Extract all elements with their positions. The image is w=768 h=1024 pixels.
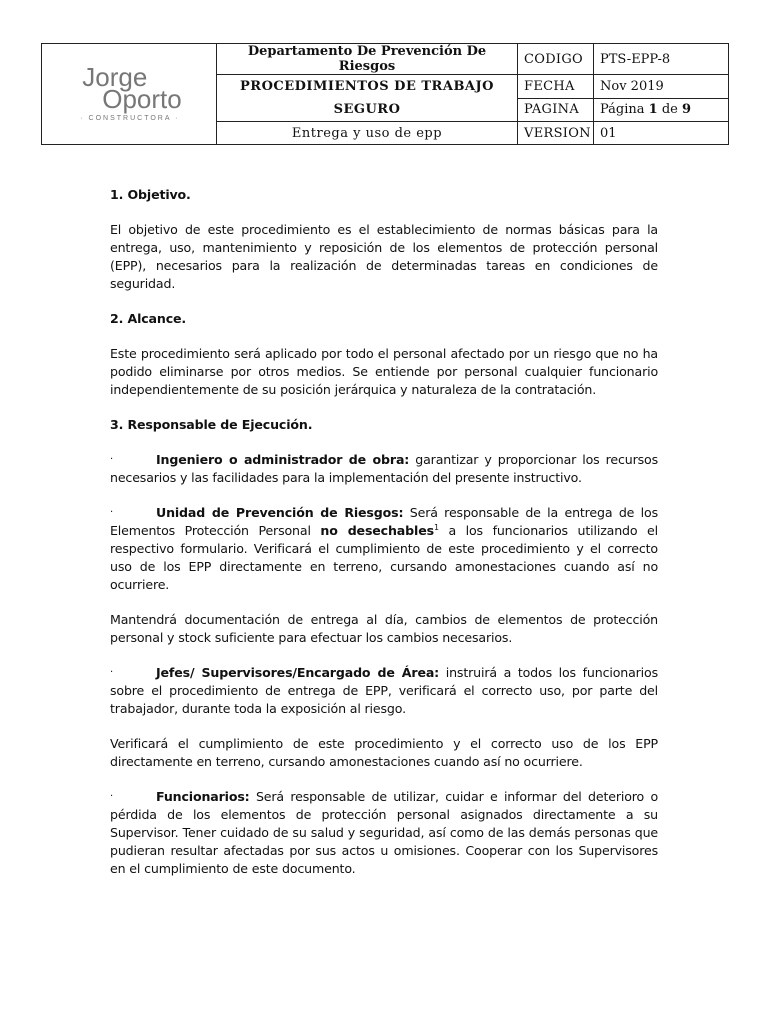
list-item-title: Funcionarios: <box>156 789 250 804</box>
paragraph-objetivo: El objetivo de este procedimiento es el establecimiento de normas básicas para la entrega, uso, mantenimiento y reposición de los elementos de protección personal (EPP), necesarios para la realización de determinadas tareas en condiciones de seguridad. <box>110 222 658 291</box>
paragraph-verificara: Verificará el cumplimiento de este procedimiento y el correcto uso de los EPP directamente en terreno, cursando amonestaciones cuando así no ocurriere. <box>110 736 658 769</box>
section-heading-objetivo: 1. Objetivo. <box>110 187 191 202</box>
list-item-text: garantizar y proporcionar los recursos necesarios y las facilidades para la implementación del presente instructivo. <box>110 452 658 485</box>
list-item-text: instruirá a todos los funcionarios sobre el procedimiento de entrega de EPP, verificará el correcto uso, por parte del trabajador, durante toda la exposición al riesgo. <box>110 665 658 716</box>
logo-line-2: Oporto <box>102 84 182 114</box>
bullet-icon: · <box>110 507 114 518</box>
list-item-jefes <box>110 664 658 718</box>
list-item-title: Unidad de Prevención de Riesgos: <box>156 505 404 520</box>
page-prefix: Página <box>600 102 649 118</box>
document-header-table <box>41 43 729 145</box>
document-subtitle: Entrega y uso de epp <box>217 122 518 145</box>
page-total: 9 <box>681 102 692 118</box>
list-item-text: Será responsable de la entrega de los Elementos Protección Personal <box>110 505 658 538</box>
page-label: PAGINA <box>518 98 594 122</box>
list-item-text: a los funcionarios utilizando el respectivo formulario. Verificará el cumplimiento de este procedimiento y el correcto uso de los EPP directamente en terreno, cursando amonestaciones cuando así no ocurriere. <box>110 523 659 592</box>
page-value <box>594 98 729 122</box>
version-value: 01 <box>594 122 729 145</box>
document-title: PROCEDIMIENTOS DE TRABAJO SEGURO <box>217 75 518 122</box>
list-item-unidad-prevencion <box>110 504 658 594</box>
company-logo <box>42 44 217 145</box>
section-heading-responsable: 3. Responsable de Ejecución. <box>110 417 313 432</box>
logo-line-1: Jorge <box>82 62 148 92</box>
bullet-icon: · <box>110 667 114 678</box>
department-name: Departamento De Prevención De Riesgos <box>217 44 518 75</box>
emphasis-no-desechables: no desechables <box>320 523 434 538</box>
paragraph-documentacion: Mantendrá documentación de entrega al día, cambios de elementos de protección personal y stock suficiente para efectuar los cambios necesarios. <box>110 612 658 645</box>
section-heading-alcance: 2. Alcance. <box>110 311 187 326</box>
footnote-ref: 1 <box>433 522 439 532</box>
list-item-funcionarios <box>110 788 658 878</box>
date-value: Nov 2019 <box>594 75 729 99</box>
page-number: 1 <box>648 102 658 118</box>
code-value: PTS-EPP-8 <box>594 44 729 75</box>
list-item-text: Será responsable de utilizar, cuidar e informar del deterioro o pérdida de los elementos de protección personal asignados directamente a su Supervisor. Tener cuidado de su salud y seguridad, así como de las demás personas que pudieran resultar afectadas por sus actos u omisiones. Cooperar con los Supervisores en el cumplimiento de este documento. <box>110 789 658 876</box>
date-label: FECHA <box>518 75 594 99</box>
bullet-icon: · <box>110 791 114 802</box>
list-item-title: Ingeniero o administrador de obra: <box>156 452 410 467</box>
bullet-icon: · <box>110 454 114 465</box>
list-item-ingeniero <box>110 451 658 487</box>
paragraph-alcance: Este procedimiento será aplicado por todo el personal afectado por un riesgo que no ha podido eliminarse por otros medios. Se entiende por personal cualquier funcionario independientemente de su posición jerárquica y naturaleza de la contratación. <box>110 346 658 397</box>
document-body <box>110 186 658 895</box>
version-label: VERSION <box>518 122 594 145</box>
list-item-title: Jefes/ Supervisores/Encargado de Área: <box>156 665 440 680</box>
logo-line-3: · CONSTRUCTORA · <box>80 115 180 122</box>
page-of: de <box>657 102 682 118</box>
code-label: CODIGO <box>518 44 594 75</box>
